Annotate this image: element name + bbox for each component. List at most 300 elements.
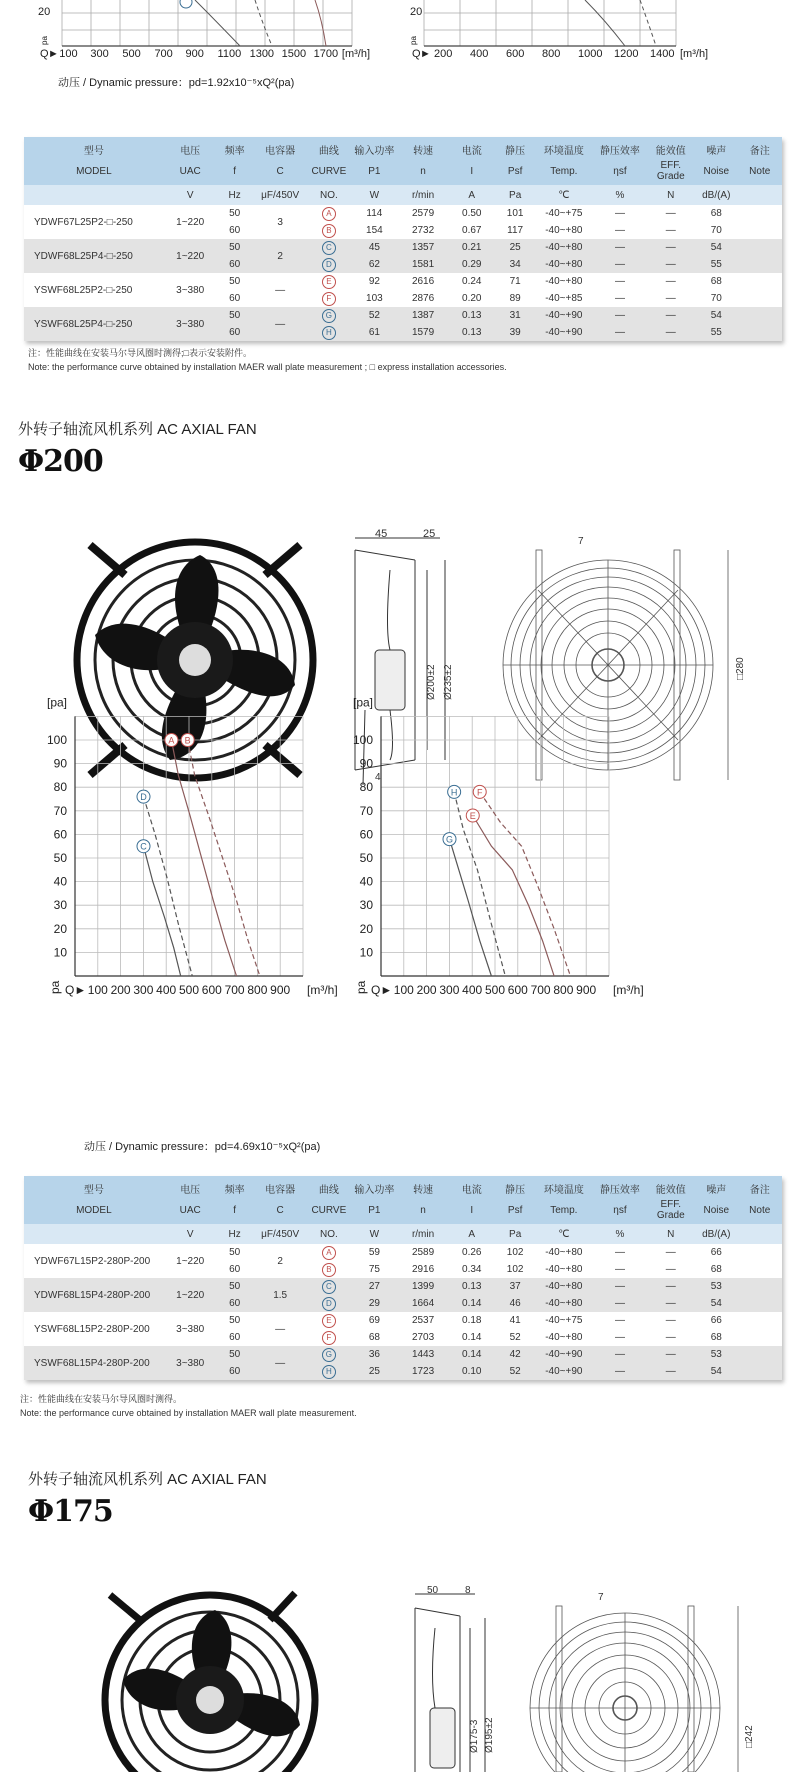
table-row bbox=[24, 205, 782, 222]
table-cell bbox=[737, 222, 782, 239]
table-cell: YDWF67L25P2-□-250 bbox=[24, 205, 164, 239]
table-cell: 25 bbox=[496, 239, 534, 256]
y-tick-label: 60 bbox=[53, 827, 67, 842]
header-cn: 电容器 bbox=[253, 137, 308, 159]
header-en: Psf bbox=[496, 159, 534, 185]
table-cell: 68 bbox=[695, 1329, 737, 1346]
table-cell: 50 bbox=[217, 1312, 253, 1329]
table-cell bbox=[308, 222, 350, 239]
table-cell: — bbox=[593, 1244, 646, 1261]
table-cell: -40~+80 bbox=[534, 1244, 593, 1261]
table-cell: 3~380 bbox=[164, 1346, 217, 1380]
table-cell: 54 bbox=[695, 307, 737, 324]
table-cell: 41 bbox=[496, 1312, 534, 1329]
dim-sq280: □280 bbox=[735, 657, 746, 680]
table-cell: 60 bbox=[217, 1329, 253, 1346]
dim-45: 45 bbox=[375, 528, 388, 540]
header-en: I bbox=[447, 1198, 496, 1224]
table-cell: 68 bbox=[350, 1329, 399, 1346]
dynamic-pressure-200: 动压 / Dynamic pressure：pd=4.69x10⁻⁵xQ²(pa) bbox=[84, 1141, 321, 1153]
table-cell: -40~+80 bbox=[534, 273, 593, 290]
table-row bbox=[24, 1346, 782, 1363]
spec-table-200 bbox=[24, 1176, 782, 1380]
header-cn: 电容器 bbox=[253, 1176, 308, 1198]
table-cell: — bbox=[593, 1278, 646, 1295]
y-tick-label: 50 bbox=[53, 851, 67, 865]
y-tick-label: 60 bbox=[359, 827, 373, 842]
size-heading-175: Φ175 bbox=[28, 1494, 113, 1529]
table-cell: — bbox=[593, 222, 646, 239]
x-tick-label: 900 bbox=[576, 983, 597, 997]
header-cn: 输入功率 bbox=[350, 1176, 399, 1198]
table-cell: — bbox=[593, 239, 646, 256]
header-cn: 输入功率 bbox=[350, 137, 399, 159]
x-tick-label: 800 bbox=[553, 983, 574, 997]
table-cell bbox=[737, 1363, 782, 1380]
x-tick: 1700 bbox=[313, 48, 339, 60]
header-unit: % bbox=[593, 1224, 646, 1244]
y-tick-label: 90 bbox=[53, 756, 67, 771]
y-tick-label: 90 bbox=[359, 756, 373, 771]
table-cell: — bbox=[646, 256, 695, 273]
table-cell: 89 bbox=[496, 290, 534, 307]
header-unit bbox=[737, 185, 782, 205]
x-unit: [m³/h] bbox=[341, 48, 371, 60]
table-cell: 154 bbox=[350, 222, 399, 239]
table-cell: 0.67 bbox=[447, 222, 496, 239]
y-tick-label: 30 bbox=[359, 898, 373, 913]
x-tick-label: 900 bbox=[270, 983, 291, 997]
x-tick-label: 400 bbox=[462, 983, 483, 997]
x-tick-label: 700 bbox=[224, 983, 245, 997]
x-tick-label: 600 bbox=[201, 983, 222, 997]
grid-right bbox=[381, 716, 609, 976]
y-tick-label: 70 bbox=[359, 803, 373, 818]
table-cell bbox=[308, 307, 350, 324]
table-cell: — bbox=[646, 290, 695, 307]
x-tick-label: 300 bbox=[133, 983, 154, 997]
header-unit: N bbox=[646, 1224, 695, 1244]
curve-marker: D bbox=[322, 258, 336, 272]
table-cell: — bbox=[646, 1312, 695, 1329]
table-cell: 50 bbox=[217, 307, 253, 324]
table-cell: 50 bbox=[217, 239, 253, 256]
header-en: ηsf bbox=[593, 159, 646, 185]
table-cell bbox=[308, 1295, 350, 1312]
y-tick-label: 30 bbox=[53, 898, 67, 913]
curve-g bbox=[450, 839, 492, 976]
table-cell: 3 bbox=[253, 205, 308, 239]
table-cell: -40~+80 bbox=[534, 1295, 593, 1312]
dim-dia200: Ø200±2 bbox=[426, 664, 437, 700]
q-label: Q bbox=[412, 48, 421, 60]
header-en: CURVE bbox=[308, 1198, 350, 1224]
y-tick-label: 100 bbox=[46, 733, 67, 747]
table-cell: 25 bbox=[350, 1363, 399, 1380]
table-cell: 0.24 bbox=[447, 273, 496, 290]
table-cell: -40~+75 bbox=[534, 1312, 593, 1329]
table-cell: — bbox=[646, 307, 695, 324]
table-row bbox=[24, 1278, 782, 1295]
table-cell bbox=[308, 1261, 350, 1278]
table-cell bbox=[308, 239, 350, 256]
y-tick-label: 80 bbox=[359, 780, 373, 795]
table-cell bbox=[737, 1312, 782, 1329]
curve-marker: G bbox=[322, 1348, 336, 1362]
header-en: f bbox=[217, 159, 253, 185]
y-tick-label: 100 bbox=[352, 733, 373, 747]
top-right-pa-label: pa bbox=[408, 36, 418, 45]
x-tick: 1300 bbox=[249, 48, 275, 60]
table-cell: -40~+80 bbox=[534, 1329, 593, 1346]
header-cn: 电压 bbox=[164, 137, 217, 159]
header-unit: Pa bbox=[496, 185, 534, 205]
header-en: MODEL bbox=[24, 159, 164, 185]
x-tick: 500 bbox=[122, 48, 141, 60]
x-tick-label: 200 bbox=[110, 983, 131, 997]
header-cn: 静压 bbox=[496, 137, 534, 159]
header-en: P1 bbox=[350, 1198, 399, 1224]
table-cell: 2537 bbox=[399, 1312, 448, 1329]
header-unit: W bbox=[350, 185, 399, 205]
header-en: CURVE bbox=[308, 159, 350, 185]
table-cell: — bbox=[646, 1295, 695, 1312]
table-cell: 50 bbox=[217, 1278, 253, 1295]
y-unit-label: [pa] bbox=[353, 695, 374, 710]
dim-dia235: Ø235±2 bbox=[443, 664, 454, 700]
x-tick-label: 100 bbox=[87, 983, 108, 997]
table-cell: 1579 bbox=[399, 324, 448, 341]
table-cell: 59 bbox=[350, 1244, 399, 1261]
table-cell: 52 bbox=[350, 307, 399, 324]
table-cell: -40~+90 bbox=[534, 307, 593, 324]
table-cell bbox=[308, 324, 350, 341]
header-unit: ℃ bbox=[534, 185, 593, 205]
dim-25: 25 bbox=[423, 528, 436, 540]
table-cell: YSWF68L25P4-□-250 bbox=[24, 307, 164, 341]
curve-marker: C bbox=[322, 1280, 336, 1294]
header-row-cn bbox=[24, 1176, 782, 1198]
x-unit-label: [m³/h] bbox=[307, 983, 338, 997]
table-cell: 66 bbox=[695, 1244, 737, 1261]
x-tick-label: 100 bbox=[393, 983, 414, 997]
header-en: Temp. bbox=[534, 159, 593, 185]
table-cell: — bbox=[646, 1278, 695, 1295]
table-cell bbox=[308, 1329, 350, 1346]
table-cell: 60 bbox=[217, 324, 253, 341]
header-unit: % bbox=[593, 185, 646, 205]
table2-note-cn: 注：性能曲线在安装马尔导风圈时测得。 bbox=[20, 1394, 183, 1404]
top-right-x-ticks: Q ► 200 400 600 800 1000 1200 1400 [m³/h] bbox=[412, 48, 709, 60]
table-cell: 69 bbox=[350, 1312, 399, 1329]
table-cell: — bbox=[646, 324, 695, 341]
y-tick-label: 20 bbox=[359, 921, 373, 936]
header-en: n bbox=[399, 1198, 448, 1224]
curve-marker: H bbox=[322, 326, 336, 340]
x-tick-label: 600 bbox=[507, 983, 528, 997]
header-cn: 电流 bbox=[447, 137, 496, 159]
curve-marker: A bbox=[322, 1246, 336, 1260]
table-cell: 68 bbox=[695, 205, 737, 222]
header-unit: NO. bbox=[308, 1224, 350, 1244]
table-cell bbox=[737, 1278, 782, 1295]
table-cell: 102 bbox=[496, 1244, 534, 1261]
top-left-y-tick: 20 bbox=[38, 6, 51, 18]
header-en: Temp. bbox=[534, 1198, 593, 1224]
fan-photo-175 bbox=[95, 1585, 325, 1772]
x-unit-label: [m³/h] bbox=[613, 983, 644, 997]
header-unit: Hz bbox=[217, 1224, 253, 1244]
x-tick: 1500 bbox=[281, 48, 307, 60]
table-cell bbox=[308, 1278, 350, 1295]
x-tick: 1100 bbox=[217, 48, 242, 60]
table-row bbox=[24, 1244, 782, 1261]
header-cn: 转速 bbox=[399, 137, 448, 159]
dim-7: 7 bbox=[598, 1592, 604, 1603]
curve-label: D bbox=[140, 792, 147, 803]
header-cn: 曲线 bbox=[308, 137, 350, 159]
header-row-cn bbox=[24, 137, 782, 159]
header-en: I bbox=[447, 159, 496, 185]
dim-8: 8 bbox=[465, 1585, 471, 1596]
curve-marker: B bbox=[322, 1263, 336, 1277]
table-cell: -40~+80 bbox=[534, 1261, 593, 1278]
size-heading-200: Φ200 bbox=[18, 444, 103, 479]
curve-d bbox=[144, 797, 193, 976]
table-cell: — bbox=[646, 1363, 695, 1380]
curve-marker: G bbox=[322, 309, 336, 323]
table-cell: 55 bbox=[695, 256, 737, 273]
table-cell bbox=[308, 290, 350, 307]
table-cell: 50 bbox=[217, 1244, 253, 1261]
table-cell: 2 bbox=[253, 1244, 308, 1278]
table-cell: 53 bbox=[695, 1278, 737, 1295]
table-cell: 31 bbox=[496, 307, 534, 324]
x-tick: 100 bbox=[59, 48, 78, 60]
header-cn: 转速 bbox=[399, 1176, 448, 1198]
header-unit: dB/(A) bbox=[695, 185, 737, 205]
header-unit bbox=[24, 1224, 164, 1244]
series-title-200: 外转子轴流风机系列 AC AXIAL FAN bbox=[18, 421, 257, 438]
table-cell: 0.13 bbox=[447, 1278, 496, 1295]
header-unit: r/min bbox=[399, 185, 448, 205]
table-cell: 36 bbox=[350, 1346, 399, 1363]
table-cell: 75 bbox=[350, 1261, 399, 1278]
table-cell: 71 bbox=[496, 273, 534, 290]
table-cell: 2 bbox=[253, 239, 308, 273]
table-cell: 66 bbox=[695, 1312, 737, 1329]
table-cell: 46 bbox=[496, 1295, 534, 1312]
table-cell: 0.34 bbox=[447, 1261, 496, 1278]
header-cn: 静压效率 bbox=[593, 137, 646, 159]
table-cell: — bbox=[646, 239, 695, 256]
table1-note-en: Note: the performance curve obtained by installation MAER wall plate measurement ; □ express installation accessories. bbox=[28, 362, 507, 372]
table-cell: — bbox=[646, 205, 695, 222]
table-body bbox=[24, 1244, 782, 1380]
header-en: Note bbox=[737, 1198, 782, 1224]
y-unit-label: [pa] bbox=[47, 695, 68, 710]
table-cell bbox=[308, 256, 350, 273]
header-en: P1 bbox=[350, 159, 399, 185]
header-en: Noise bbox=[695, 1198, 737, 1224]
header-en: Note bbox=[737, 159, 782, 185]
table-cell: 70 bbox=[695, 290, 737, 307]
header-cn: 备注 bbox=[737, 137, 782, 159]
curve-marker: C bbox=[322, 241, 336, 255]
table-cell: 60 bbox=[217, 222, 253, 239]
table-cell: 1581 bbox=[399, 256, 448, 273]
x-tick-label: 500 bbox=[178, 983, 200, 997]
x-tick: 1200 bbox=[614, 48, 639, 60]
table-cell: 34 bbox=[496, 256, 534, 273]
table-cell: — bbox=[646, 1244, 695, 1261]
table-cell: 2589 bbox=[399, 1244, 448, 1261]
table-cell: 0.14 bbox=[447, 1346, 496, 1363]
curve-label: H bbox=[450, 787, 458, 798]
table-cell: 0.14 bbox=[447, 1295, 496, 1312]
table-cell: 0.13 bbox=[447, 324, 496, 341]
table-cell: 0.13 bbox=[447, 307, 496, 324]
header-unit: Hz bbox=[217, 185, 253, 205]
table-cell: 50 bbox=[217, 1346, 253, 1363]
curve-f bbox=[480, 792, 571, 976]
table-cell bbox=[308, 1312, 350, 1329]
table-cell: 60 bbox=[217, 290, 253, 307]
table-cell bbox=[308, 1346, 350, 1363]
table-cell: 1~220 bbox=[164, 1244, 217, 1278]
header-cn: 频率 bbox=[217, 137, 253, 159]
table-cell: 117 bbox=[496, 222, 534, 239]
curve-marker: E bbox=[322, 275, 336, 289]
curve-label: G bbox=[445, 834, 454, 845]
header-unit: V bbox=[164, 185, 217, 205]
x-tick: 1400 bbox=[650, 48, 675, 60]
table-cell: YSWF68L15P4-280P-200 bbox=[24, 1346, 164, 1380]
table-cell: — bbox=[646, 1329, 695, 1346]
table-cell: 114 bbox=[350, 205, 399, 222]
x-tick-label: 300 bbox=[439, 983, 460, 997]
table-cell: 60 bbox=[217, 1295, 253, 1312]
spec-table-250 bbox=[24, 137, 782, 341]
header-row-units bbox=[24, 1224, 782, 1244]
table-cell: -40~+90 bbox=[534, 1363, 593, 1380]
table-cell: — bbox=[593, 1329, 646, 1346]
dim-sq242: □242 bbox=[744, 1725, 755, 1748]
table-row bbox=[24, 239, 782, 256]
x-tick: 200 bbox=[434, 48, 453, 60]
header-unit: W bbox=[350, 1224, 399, 1244]
table-cell: 61 bbox=[350, 324, 399, 341]
table-cell: 1357 bbox=[399, 239, 448, 256]
pa-axis-label: pa bbox=[354, 980, 368, 994]
table-cell: -40~+80 bbox=[534, 239, 593, 256]
table-cell: — bbox=[253, 1312, 308, 1346]
table-cell: YSWF68L15P2-280P-200 bbox=[24, 1312, 164, 1346]
header-cn: 能效值 bbox=[646, 1176, 695, 1198]
table-cell: 1.5 bbox=[253, 1278, 308, 1312]
top-right-y-tick: 20 bbox=[410, 6, 423, 18]
table-cell bbox=[737, 239, 782, 256]
table-cell: -40~+80 bbox=[534, 1278, 593, 1295]
table-cell: — bbox=[646, 1261, 695, 1278]
table-cell: -40~+75 bbox=[534, 205, 593, 222]
dim-dia175: Ø175-3 bbox=[469, 1719, 480, 1753]
table-cell: 52 bbox=[496, 1329, 534, 1346]
header-row-en bbox=[24, 1198, 782, 1224]
performance-chart-area-200 bbox=[0, 695, 800, 1005]
table-cell: 0.21 bbox=[447, 239, 496, 256]
header-cn: 电流 bbox=[447, 1176, 496, 1198]
table-cell: 37 bbox=[496, 1278, 534, 1295]
curve-marker: H bbox=[322, 1365, 336, 1379]
table-cell bbox=[308, 1244, 350, 1261]
header-row-en bbox=[24, 159, 782, 185]
table-cell bbox=[737, 290, 782, 307]
table-cell: 50 bbox=[217, 205, 253, 222]
header-unit: dB/(A) bbox=[695, 1224, 737, 1244]
table-cell: — bbox=[593, 324, 646, 341]
curve-label: A bbox=[168, 735, 175, 746]
header-unit: Pa bbox=[496, 1224, 534, 1244]
table-cell: — bbox=[646, 1346, 695, 1363]
header-cn: 静压效率 bbox=[593, 1176, 646, 1198]
table-cell: 60 bbox=[217, 1261, 253, 1278]
table-cell bbox=[308, 273, 350, 290]
table-cell bbox=[737, 273, 782, 290]
table-cell: 27 bbox=[350, 1278, 399, 1295]
table-cell: YDWF67L15P2-280P-200 bbox=[24, 1244, 164, 1278]
curve-h bbox=[454, 792, 505, 976]
front-drawing-175 bbox=[520, 1588, 760, 1772]
table-cell: 1443 bbox=[399, 1346, 448, 1363]
header-en: C bbox=[253, 159, 308, 185]
table-cell: — bbox=[593, 273, 646, 290]
table-cell: 45 bbox=[350, 239, 399, 256]
table-cell: 1723 bbox=[399, 1363, 448, 1380]
table-cell: 60 bbox=[217, 1363, 253, 1380]
table-cell: — bbox=[593, 1295, 646, 1312]
table-cell: 52 bbox=[496, 1363, 534, 1380]
table-cell: YDWF68L15P4-280P-200 bbox=[24, 1278, 164, 1312]
header-en: UAC bbox=[164, 159, 217, 185]
table-cell: 2703 bbox=[399, 1329, 448, 1346]
header-cn: 曲线 bbox=[308, 1176, 350, 1198]
table-cell: 54 bbox=[695, 239, 737, 256]
y-tick-label: 40 bbox=[359, 874, 373, 889]
header-unit bbox=[24, 185, 164, 205]
curve-marker: E bbox=[322, 1314, 336, 1328]
side-drawing-175 bbox=[395, 1585, 495, 1772]
curve-marker: B bbox=[322, 224, 336, 238]
header-row-units bbox=[24, 185, 782, 205]
header-cn: 电压 bbox=[164, 1176, 217, 1198]
y-tick-label: 10 bbox=[53, 945, 67, 960]
q-label: Q bbox=[40, 48, 49, 60]
header-en: f bbox=[217, 1198, 253, 1224]
x-tick: 700 bbox=[154, 48, 173, 60]
table-cell: YSWF68L25P2-□-250 bbox=[24, 273, 164, 307]
table-cell: -40~+80 bbox=[534, 222, 593, 239]
table-cell: — bbox=[593, 307, 646, 324]
y-tick-label: 80 bbox=[53, 780, 67, 795]
x-tick-label: 400 bbox=[156, 983, 177, 997]
table-row bbox=[24, 307, 782, 324]
table-cell: 50 bbox=[217, 273, 253, 290]
table-cell: 0.20 bbox=[447, 290, 496, 307]
table-cell: — bbox=[646, 273, 695, 290]
table-cell: 68 bbox=[695, 1261, 737, 1278]
table-cell: -40~+90 bbox=[534, 1346, 593, 1363]
